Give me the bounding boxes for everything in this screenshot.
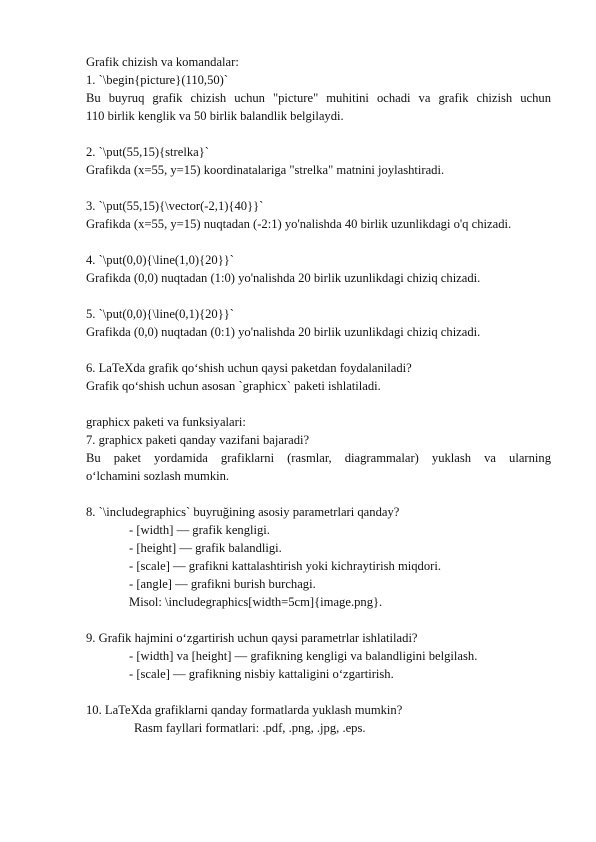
answer-8-bullet-width: - [width] — grafik kengligi. xyxy=(129,523,270,537)
question-1: 1. `\begin{picture}(110,50)` xyxy=(86,73,229,87)
answer-7-line-1: Bu paket yordamida grafiklarni (rasmlar, diagrammalar) yuklash va ularning xyxy=(86,451,551,465)
section-heading-graphicx: graphicx paketi va funksiyalari: xyxy=(86,415,246,429)
question-9: 9. Grafik hajmini o‘zgartirish uchun qaysi parametrlar ishlatiladi? xyxy=(86,631,418,645)
question-3: 3. `\put(55,15){\vector(-2,1){40}}` xyxy=(86,199,264,213)
answer-9-bullet-width-height: - [width] va [height] — grafikning kengligi va balandligini belgilash. xyxy=(129,649,478,663)
answer-8-bullet-scale: - [scale] — grafikni kattalashtirish yoki kichraytirish miqdori. xyxy=(129,559,441,573)
answer-1-line-2: 110 birlik kenglik va 50 birlik balandlik belgilaydi. xyxy=(86,109,344,123)
question-7: 7. graphicx paketi qanday vazifani bajaradi? xyxy=(86,433,310,447)
answer-3: Grafikda (x=55, y=15) nuqtadan (-2:1) yo'nalishda 40 birlik uzunlikdagi o'q chizadi. xyxy=(86,217,512,231)
question-10: 10. LaTeXda grafiklarni qanday formatlarda yuklash mumkin? xyxy=(86,703,403,717)
question-5: 5. `\put(0,0){\line(0,1){20}}` xyxy=(86,307,234,321)
answer-10: Rasm fayllari formatlari: .pdf, .png, .jpg, .eps. xyxy=(134,721,366,735)
answer-6: Grafik qo‘shish uchun asosan `graphicx` paketi ishlatiladi. xyxy=(86,379,381,393)
answer-4: Grafikda (0,0) nuqtadan (1:0) yo'nalishda 20 birlik uzunlikdagi chiziq chizadi. xyxy=(86,271,481,285)
answer-8-bullet-height: - [height] — grafik balandligi. xyxy=(129,541,282,555)
section-heading: Grafik chizish va komandalar: xyxy=(86,55,239,69)
question-6: 6. LaTeXda grafik qo‘shish uchun qaysi paketdan foydalaniladi? xyxy=(86,361,412,375)
answer-8-example: Misol: \includegraphics[width=5cm]{image.png}. xyxy=(129,595,383,609)
question-8: 8. `\includegraphics` buyruğining asosiy parametrlari qanday? xyxy=(86,505,400,519)
answer-7-line-2: o‘lchamini sozlash mumkin. xyxy=(86,469,230,483)
question-4: 4. `\put(0,0){\line(1,0){20}}` xyxy=(86,253,234,267)
answer-2: Grafikda (x=55, y=15) koordinatalariga "strelka" matnini joylashtiradi. xyxy=(86,163,445,177)
answer-1-line-1: Bu buyruq grafik chizish uchun "picture" muhitini ochadi va grafik chizish uchun xyxy=(86,91,551,105)
question-2: 2. `\put(55,15){strelka}` xyxy=(86,145,209,159)
answer-5: Grafikda (0,0) nuqtadan (0:1) yo'nalishda 20 birlik uzunlikdagi chiziq chizadi. xyxy=(86,325,481,339)
answer-9-bullet-scale: - [scale] — grafikning nisbiy kattaligini o‘zgartirish. xyxy=(129,667,394,681)
answer-8-bullet-angle: - [angle] — grafikni burish burchagi. xyxy=(129,577,316,591)
